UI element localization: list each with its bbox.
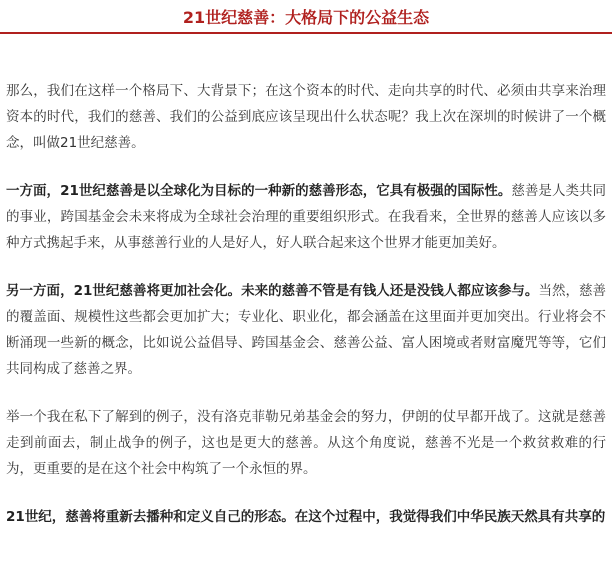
article-body	[6, 78, 606, 530]
paragraph-4-text: 举一个我在私下了解到的例子，没有洛克菲勒兄弟基金会的努力，伊朗的仗早都开战了。这就是慈善走到前面去，制止战争的例子，这也是更大的慈善。从这个角度说，慈善不光是一个救贫救难的行为，更重要的是在这个社会中构筑了一个永恒的界。	[6, 409, 606, 477]
paragraph-3-bold: 另一方面，21世纪慈善将更加社会化。未来的慈善不管是有钱人还是没钱人都应该参与。	[6, 283, 539, 299]
paragraph-3-text: 当然，慈善的覆盖面、规模性这些都会更加扩大；专业化、职业化，都会涵盖在这里面并更加突出。行业将会不断涌现一些新的概念，比如说公益倡导、跨国基金会、慈善公益、富人困境或者财富魔咒等等，它们共同构成了慈善之界。	[6, 283, 607, 377]
paragraph-2-bold: 一方面，21世纪慈善是以全球化为目标的一种新的慈善形态，它具有极强的国际性。	[6, 183, 512, 199]
article-title: 21世纪慈善：大格局下的公益生态	[182, 8, 430, 27]
paragraph-1-text: 那么，我们在这样一个格局下、大背景下；在这个资本的时代、走向共享的时代、必须由共享来治理资本的时代，我们的慈善、我们的公益到底应该呈现出什么状态呢？我上次在深圳的时候讲了一个概念，叫做21世纪慈善。	[6, 83, 606, 151]
paragraph-3	[6, 278, 606, 382]
paragraph-5	[6, 504, 606, 530]
paragraph-5-bold: 21世纪，慈善将重新去播种和定义自己的形态。在这个过程中，我觉得我们中华民族天然具有共享的	[6, 509, 606, 525]
paragraph-1	[6, 78, 606, 156]
title-bar	[0, 0, 612, 34]
paragraph-2-text: 慈善是人类共同的事业，跨国基金会未来将成为全球社会治理的重要组织形式。在我看来，全世界的慈善人应该以多种方式携起手来，从事慈善行业的人是好人，好人联合起来这个世界才能更加美好。	[6, 183, 606, 251]
paragraph-4	[6, 404, 606, 482]
paragraph-2	[6, 178, 606, 256]
